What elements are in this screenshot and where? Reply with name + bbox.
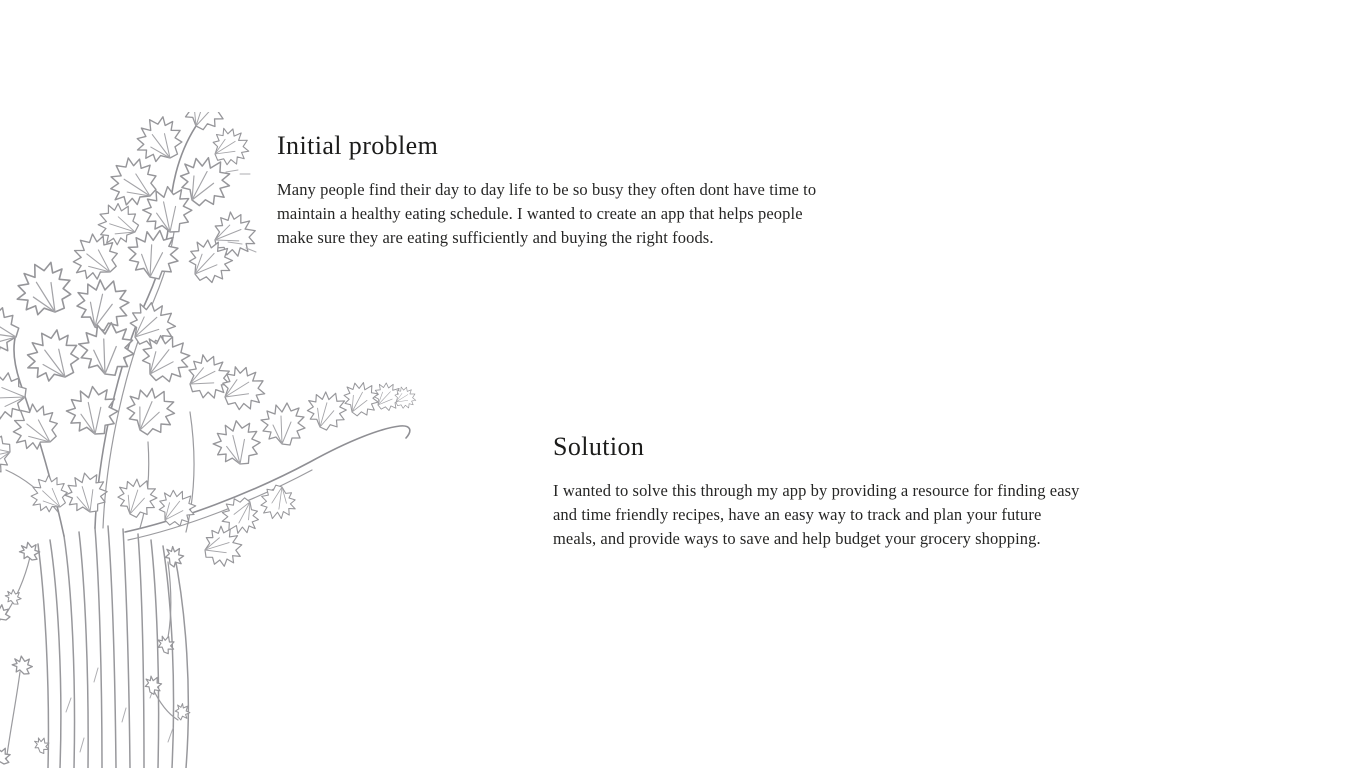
initial-problem-heading: Initial problem [277,131,439,160]
initial-problem-body: Many people find their day to day life to be so busy they often dont have time to maintain a healthy eating schedule. I wanted to create an app that helps people make sure they are eating sufficiently and buying the right foods. [277,180,817,247]
celery-sprigs [0,540,193,768]
celery-crown-leaves [23,469,246,571]
initial-problem-section [277,131,822,250]
solution-body: I wanted to solve this through my app by providing a resource for finding easy and time friendly recipes, have an easy way to track and plan your future meals, and provide ways to save and help budget your grocery shopping. [553,481,1080,548]
solution-section [553,432,1088,551]
solution-heading: Solution [553,432,645,461]
celery-top-leaves [63,112,262,291]
